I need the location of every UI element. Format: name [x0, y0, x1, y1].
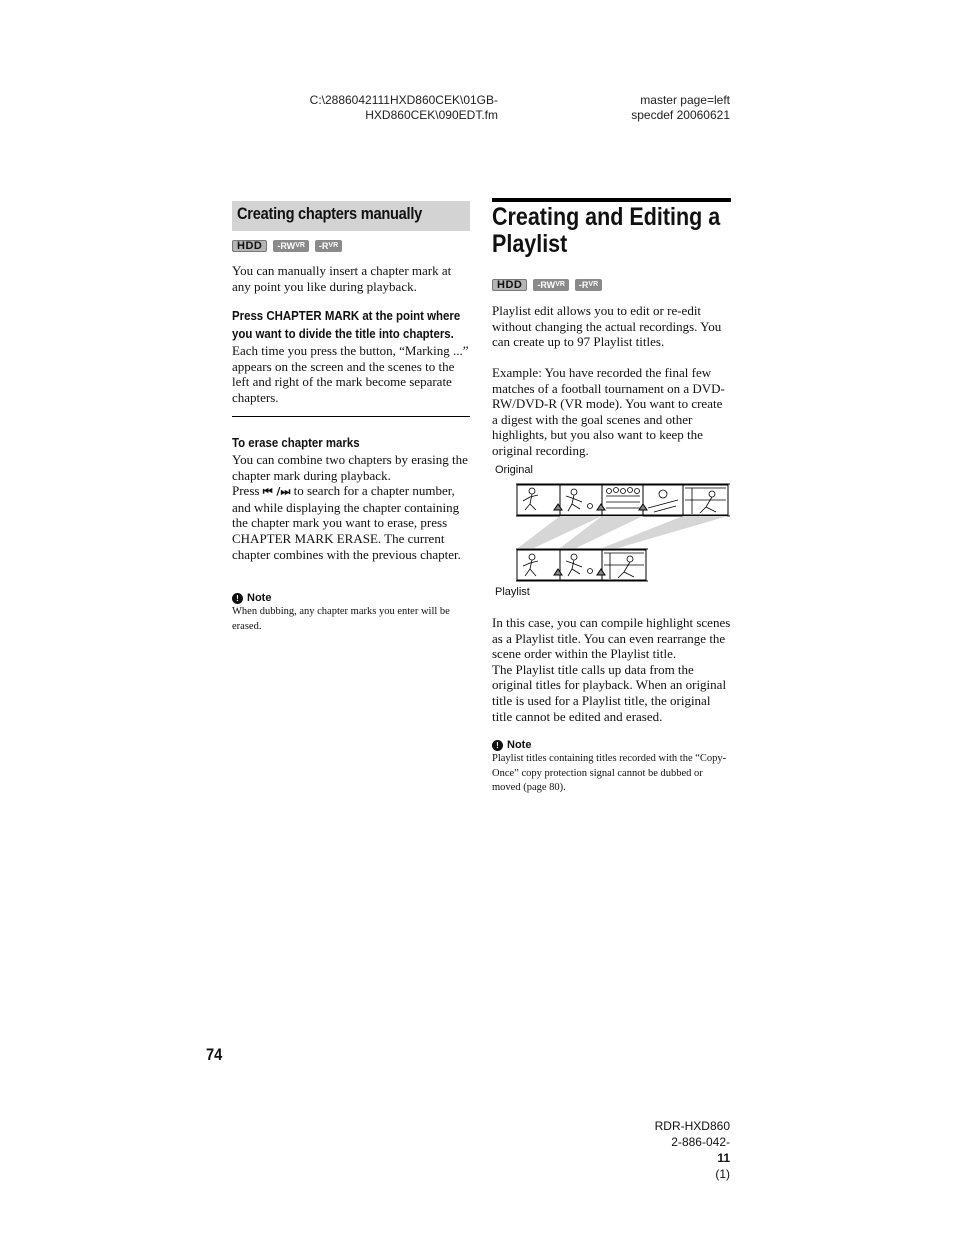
hdd-badge: HDD	[232, 240, 267, 252]
playlist-intro: Playlist edit allows you to edit or re-edit without changing the actual recordings. You can create up to 97 Playlist titles.	[492, 303, 722, 350]
chapters-intro: You can manually insert a chapter mark at any point you like during playback.	[232, 263, 452, 294]
playlist-example: Example: You have recorded the final few matches of a football tournament on a DVD-RW/DVD-R (VR mode). You want to create a digest with the goal scenes and other highlights, but you also want to keep the original recording.	[492, 365, 725, 458]
playlist-label: Playlist	[495, 586, 530, 598]
chapter-mark-description: Each time you press the button, “Marking ...” appears on the screen and the scenes to the left and right of the mark become separate chapters.	[232, 343, 469, 405]
hdd-badge: HDD	[492, 279, 527, 291]
note-text-left: When dubbing, any chapter marks you enter will be erased.	[232, 606, 450, 632]
note-icon: !	[232, 593, 243, 604]
erase-description: You can combine two chapters by erasing the chapter mark during playback. Press ⏮ /⏭ to search for a chapter number, and while displaying the chapter containing the chapter mark you want to erase, press CHAPTER MARK ERASE. The current chapter combines with the previous chapter.	[232, 452, 468, 562]
master-page-info: master page=left specdef 20060621	[631, 93, 730, 122]
playlist-explanation: In this case, you can compile highlight scenes as a Playlist title. You can even rearrange the scene order within the Playlist title. The Playlist title calls up data from the original titles for playback. When an original title is used for a Playlist title, the original title cannot be edited and erased.	[492, 615, 731, 724]
media-badges-right	[492, 279, 602, 292]
footer-model-info: RDR-HXD860 2-886-042- 11 (1)	[654, 1119, 730, 1181]
playlist-strip	[516, 549, 648, 581]
page-title: Creating and Editing a Playlist	[492, 203, 721, 258]
note-icon: !	[492, 740, 503, 751]
erase-heading: To erase chapter marks	[232, 435, 360, 450]
note-heading-left: ! Note	[232, 591, 271, 605]
section-title-chapters: Creating chapters manually	[232, 201, 470, 231]
file-path: C:\2886042111HXD860CEK\01GB- HXD860CEK\090EDT.fm	[309, 93, 498, 122]
playlist-diagram	[492, 480, 732, 584]
original-strip	[516, 484, 730, 516]
divider	[232, 416, 470, 417]
chapter-mark-step: Press CHAPTER MARK at the point where you want to divide the title into chapters.	[232, 308, 461, 341]
note-text-right: Playlist titles containing titles recorded with the “Copy-Once” copy protection signal cannot be dubbed or moved (page 80).	[492, 753, 727, 793]
rw-vr-badge: -RW VR	[533, 279, 569, 291]
r-vr-badge: -R VR	[315, 240, 342, 252]
page-number: 74	[206, 1045, 223, 1064]
media-badges	[232, 240, 342, 253]
title-rule	[492, 198, 731, 202]
rw-vr-badge: -RW VR	[273, 240, 309, 252]
original-label: Original	[495, 464, 533, 476]
note-heading-right: ! Note	[492, 738, 531, 752]
r-vr-badge: -R VR	[575, 279, 602, 291]
prev-next-icon: ⏮ /⏭	[262, 485, 291, 499]
